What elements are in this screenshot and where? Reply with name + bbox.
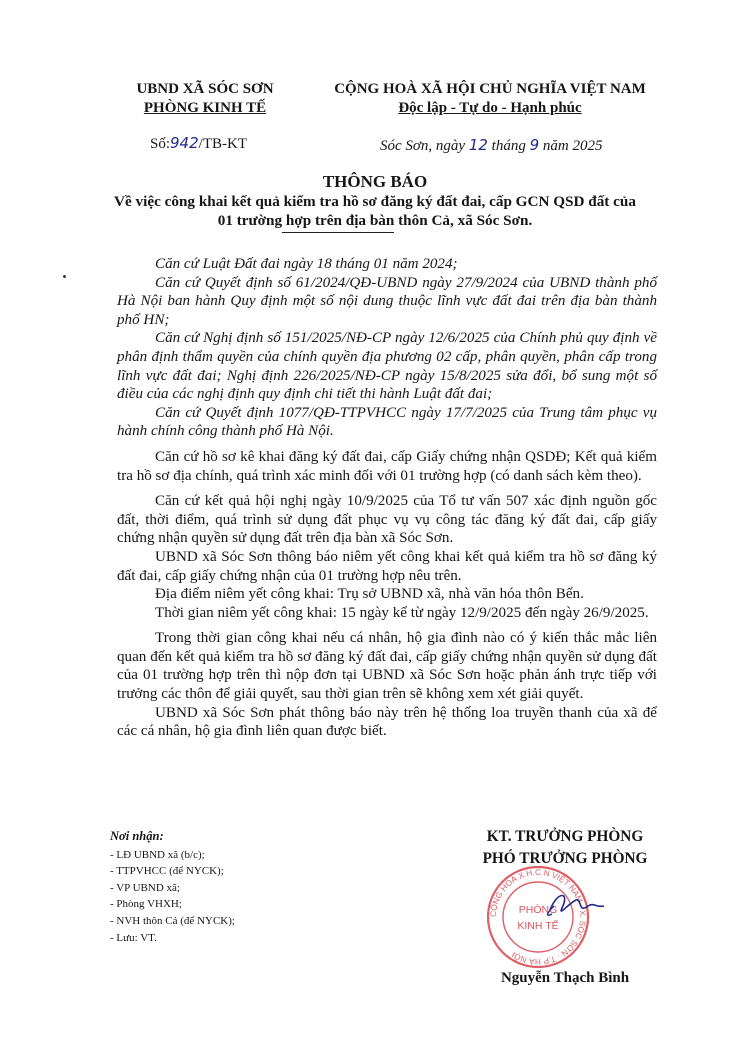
legal-basis-4: Căn cứ Quyết định 1077/QĐ-TTPVHCC ngày 17/7/2025 của Trung tâm phục vụ hành chính công thành phố Hà Nội.: [117, 404, 657, 440]
legal-basis-3: Căn cứ Nghị định số 151/2025/NĐ-CP ngày 12/6/2025 của Chính phủ quy định về phân định thẩm quyền của chính quyền địa phương 02 cấp, phân quyền, phân cấp trong lĩnh vực đất đai; Nghị định 226/2025/NĐ-CP ngày 15/8/2025 sửa đổi, bổ sung một số điều của các nghị định quy định chi tiết thi hành Luật đất đai;: [117, 330, 657, 403]
signatory-title: PHÓ TRƯỞNG PHÒNG: [482, 850, 648, 867]
authority-name: UBND XÃ SÓC SƠN: [136, 81, 274, 97]
national-motto: [315, 80, 665, 118]
official-stamp: [478, 862, 610, 972]
recipient-item: - LĐ UBND xã (b/c);: [110, 848, 205, 861]
stamp-ring-text: CỘNG HOÀ X.H.C.N VIỆT NAM · X. SÓC SƠN · T.P HÀ NỘI: [488, 867, 588, 967]
paragraph-location: Địa điểm niêm yết công khai: Trụ sở UBND xã, nhà văn hóa thôn Bến.: [155, 586, 584, 603]
handwritten-number: 942: [170, 134, 199, 152]
department-name: PHÒNG KINH TẾ: [143, 100, 267, 116]
paragraph-broadcast: UBND xã Sóc Sơn phát thông báo này trên hệ thống loa truyền thanh của xã để các cá nhân, hộ gia đình liên quan được biết.: [117, 704, 657, 740]
legal-basis-2: Căn cứ Quyết định số 61/2024/QĐ-UBND ngày 27/9/2024 của UBND thành phố Hà Nội ban hành Quy định một số nội dung thuộc lĩnh vực đất đai trên địa bàn thành phố HN;: [117, 274, 657, 328]
signer-name: Nguyễn Thạch Bình: [500, 970, 630, 986]
handwritten-day: 12: [468, 136, 488, 154]
motto: Độc lập - Tự do - Hạnh phúc: [398, 100, 582, 116]
paragraph-conference: Căn cứ kết quả hội nghị ngày 10/9/2025 của Tổ tư vấn 507 xác định nguồn gốc đất, thời điểm, quá trình sử dụng đất phục vụ vụ công tác đăng ký đất đai, cấp giấy chứng nhận quyền sử dụng đất trên địa bàn xã Sóc Sơn.: [117, 493, 657, 547]
recipient-item: - TTPVHCC (để NYCK);: [110, 865, 224, 878]
issuing-authority: [110, 80, 300, 118]
paragraph-records: Căn cứ hồ sơ kê khai đăng ký đất đai, cấp Giấy chứng nhận QSDĐ; Kết quả kiểm tra hồ sơ địa chính, quá trình xác minh đối với 01 trường hợp (có danh sách kèm theo).: [117, 448, 657, 484]
country-name: CỘNG HOÀ XÃ HỘI CHỦ NGHĨA VIỆT NAM: [334, 81, 646, 97]
recipient-item: - Lưu: VT.: [110, 931, 157, 944]
document-date: Sóc Sơn, ngày 12 tháng 9 năm 2025: [380, 136, 603, 154]
recipient-item: - VP UBND xã;: [110, 881, 180, 894]
document-title: THÔNG BÁO: [322, 172, 428, 191]
recipients-heading: Nơi nhận:: [110, 829, 164, 843]
paragraph-period: Thời gian niêm yết công khai: 15 ngày kể từ ngày 12/9/2025 đến ngày 26/9/2025.: [155, 604, 649, 621]
document-subject: Về việc công khai kết quả kiểm tra hồ sơ đăng ký đất đai, cấp GCN QSD đất của 01 trường hợp trên địa bàn thôn Cả, xã Sóc Sơn.: [114, 193, 636, 229]
document-number: Số:942/TB-KT: [150, 134, 247, 152]
legal-basis-1: Căn cứ Luật Đất đai ngày 18 tháng 01 năm 2024;: [155, 256, 458, 272]
svg-text:PHÒNG: PHÒNG: [518, 904, 558, 916]
document-body: [117, 255, 657, 741]
recipients-list: [110, 828, 370, 946]
handwritten-month: 9: [529, 136, 540, 154]
paragraph-complaints: Trong thời gian công khai nếu cá nhân, hộ gia đình nào có ý kiến thắc mắc liên quan đến kết quả kiểm tra hồ sơ đăng ký đất đai, cấp giấy chứng nhận quyền sử dụng đất của 01 trường hợp trên thì nộp đơn tại UBND xã Sóc Sơn hoặc phản ánh trực tiếp với trưởng các thôn để giải quyết, sau thời gian trên sẽ không xem xét giải quyết.: [117, 630, 657, 703]
recipient-item: - Phòng VHXH;: [110, 898, 182, 911]
recipient-item: - NVH thôn Cả (để NYCK);: [110, 914, 235, 927]
signatory-authority: KT. TRƯỞNG PHÒNG: [486, 828, 644, 845]
margin-mark: [63, 275, 66, 278]
paragraph-announcement: UBND xã Sóc Sơn thông báo niêm yết công khai kết quả kiểm tra hồ sơ đăng ký đất đai, cấp giấy chứng nhận của 01 trường hợp nêu trên.: [117, 548, 657, 584]
svg-text:KINH TẾ: KINH TẾ: [517, 920, 559, 932]
subject-underline: [282, 232, 394, 233]
